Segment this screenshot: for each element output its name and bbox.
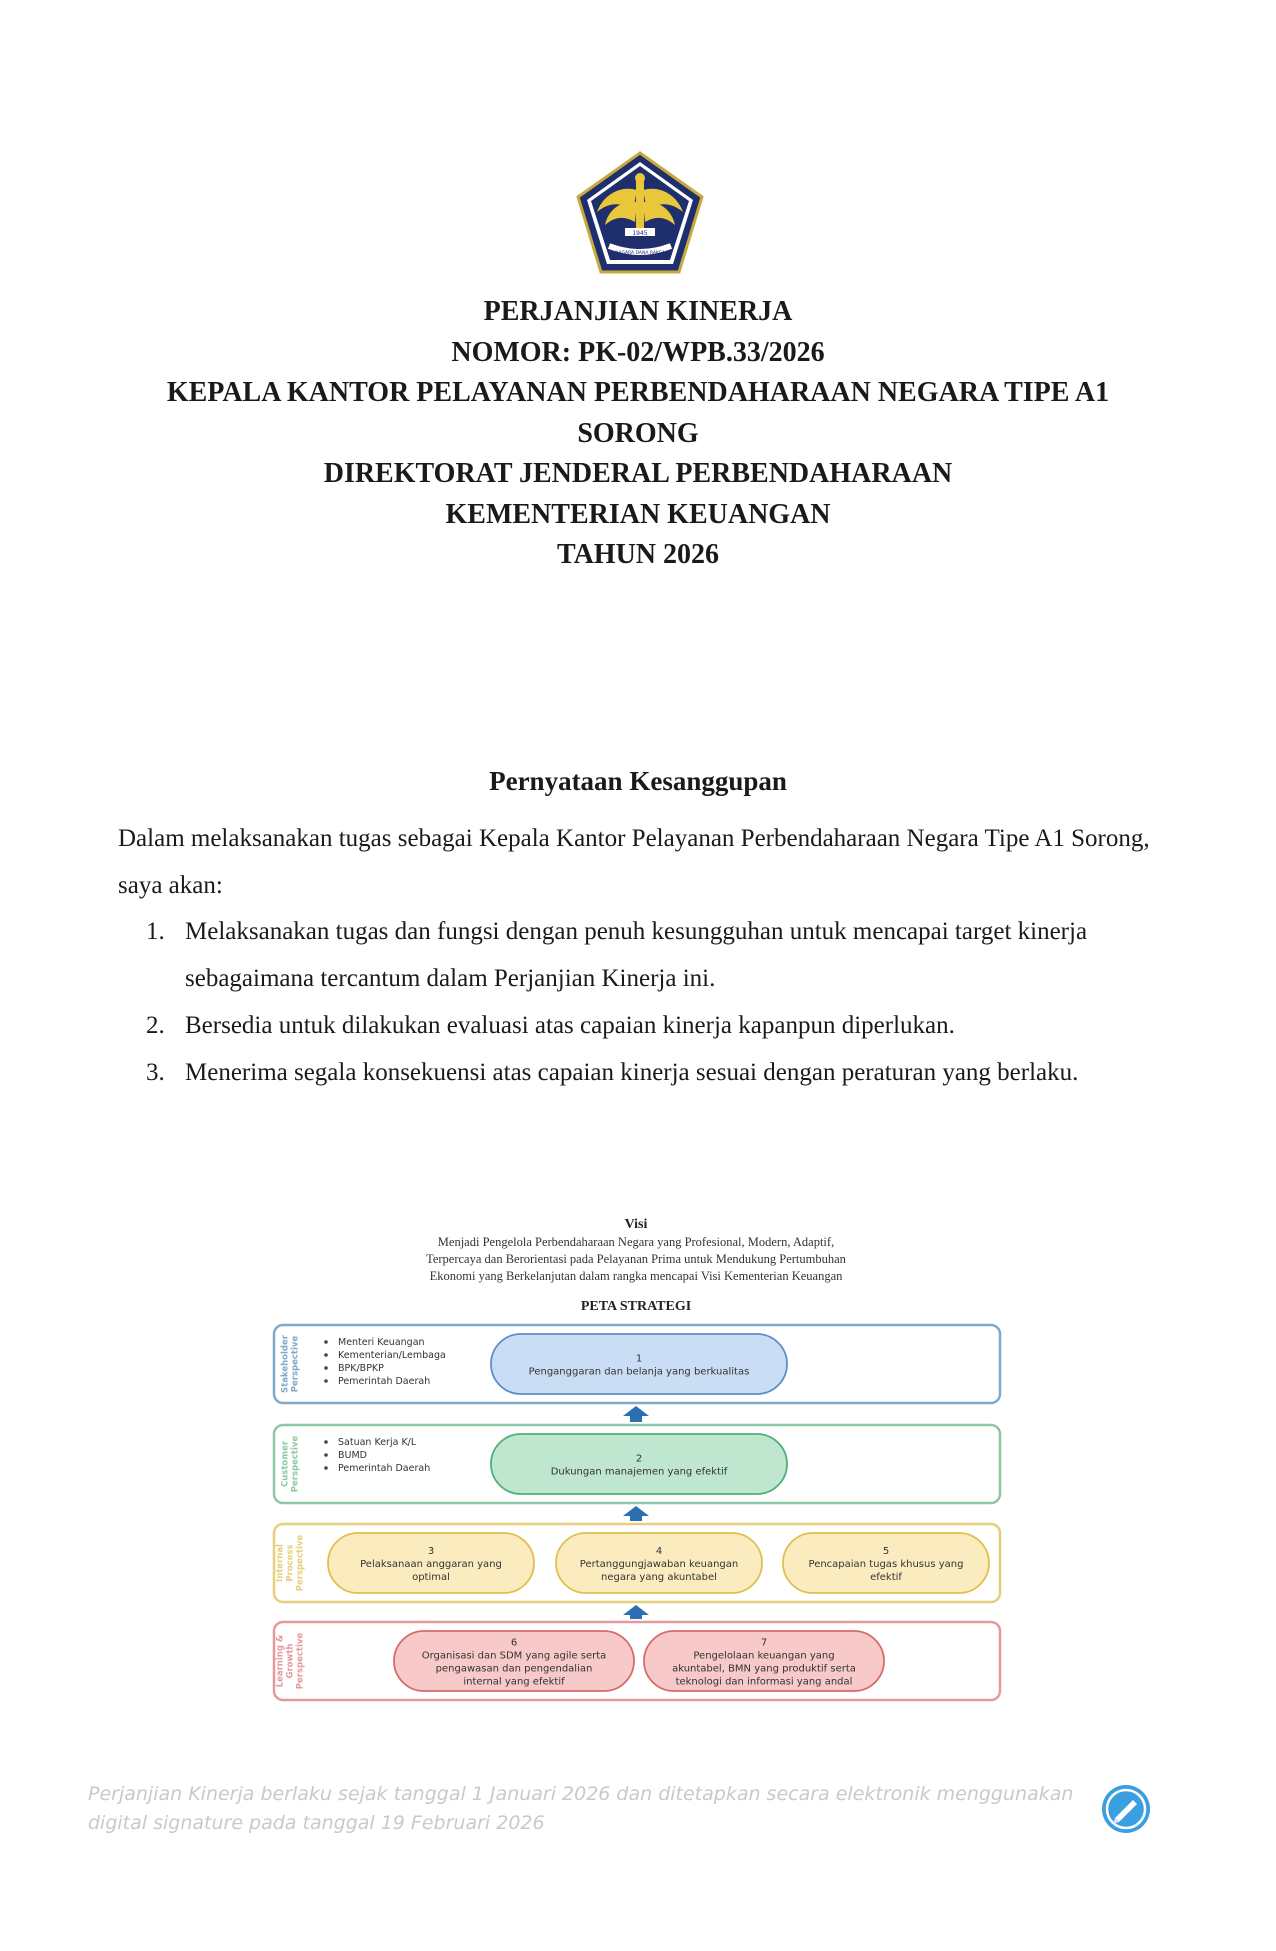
- goal-label: Dukungan manajemen yang efektif: [550, 1466, 728, 1478]
- stakeholder-bullet: Kementerian/Lembaga: [338, 1350, 446, 1361]
- footer-note: [88, 1780, 1088, 1838]
- visi-line: Terpercaya dan Berorientasi pada Pelayanan Prima untuk Mendukung Pertumbuhan: [426, 1252, 846, 1266]
- goal-number: 5: [882, 1546, 890, 1557]
- list-item: [118, 908, 1168, 1002]
- title-line: SORONG: [577, 417, 699, 449]
- title-line: KEPALA KANTOR PELAYANAN PERBENDAHARAAN NEGARA TIPE A1: [166, 377, 1110, 408]
- goal-label: Pencapaian tugas khusus yang: [808, 1559, 964, 1570]
- goal-label: akuntabel, BMN yang produktif serta: [672, 1663, 856, 1675]
- perspective-label: Perspective: [295, 1632, 306, 1690]
- logo-motto: NAGARA DANA RAKCA: [615, 251, 665, 256]
- list-text: Melaksanakan tugas dan fungsi dengan penuh kesungguhan untuk mencapai target kinerja sebagaimana tercantum dalam Perjanjian Kinerja ini.: [185, 918, 1088, 992]
- kementerian-keuangan-logo: [575, 150, 705, 275]
- commitment-list: [118, 908, 1168, 1096]
- stakeholder-bullet: BUMD: [338, 1450, 367, 1461]
- list-text: Bersedia untuk dilakukan evaluasi atas capaian kinerja kapanpun diperlukan.: [185, 1012, 955, 1039]
- bullet-dot: [324, 1440, 328, 1444]
- perspective-label: Perspective: [295, 1534, 306, 1592]
- bullet-dot: [324, 1353, 328, 1357]
- goal-label: Pertanggungjawaban keuangan: [579, 1559, 739, 1570]
- goal-label: Pelaksanaan anggaran yang: [360, 1559, 502, 1570]
- bullet-dot: [324, 1379, 328, 1383]
- perspective-label: Learning &: [275, 1634, 286, 1688]
- list-number: 1.: [146, 918, 165, 945]
- goal-label: pengawasan dan pengendalian: [435, 1663, 593, 1675]
- perspective-row: [274, 1622, 1000, 1700]
- goal-label: optimal: [412, 1572, 450, 1583]
- goal-number: 7: [760, 1637, 768, 1649]
- goal-number: 6: [510, 1637, 518, 1649]
- stakeholder-bullet: Satuan Kerja K/L: [338, 1437, 417, 1448]
- goal-number: 2: [635, 1453, 643, 1465]
- goal-label: Penganggaran dan belanja yang berkualitas: [528, 1366, 750, 1378]
- perspective-label: Customer: [280, 1440, 291, 1488]
- stakeholder-bullet: BPK/BPKP: [338, 1363, 384, 1374]
- goal-label: efektif: [870, 1572, 902, 1583]
- goal-label: negara yang akuntabel: [601, 1572, 717, 1583]
- up-arrow-icon: [623, 1605, 649, 1619]
- list-number: 3.: [146, 1059, 165, 1086]
- bullet-dot: [324, 1453, 328, 1457]
- strategy-map-diagram: [266, 1210, 1006, 1710]
- strategy-map-title: PETA STRATEGI: [580, 1299, 692, 1314]
- perspective-label: Stakeholder: [280, 1335, 291, 1393]
- stakeholder-bullet: Pemerintah Daerah: [338, 1376, 431, 1387]
- list-number: 2.: [146, 1012, 165, 1039]
- perspective-label: Process: [285, 1544, 296, 1582]
- up-arrow-icon: [623, 1506, 649, 1521]
- goal-label: Pengelolaan keuangan yang: [693, 1650, 835, 1662]
- perspective-label: Growth: [285, 1643, 296, 1679]
- digital-signature-icon: [1100, 1783, 1152, 1835]
- bullet-dot: [324, 1366, 328, 1370]
- visi-line: Ekonomi yang Berkelanjutan dalam rangka mencapai Visi Kementerian Keuangan: [429, 1269, 843, 1283]
- statement-heading: Pernyataan Kesanggupan: [489, 766, 787, 796]
- document-title: [60, 292, 1216, 576]
- footer-line: digital signature pada tanggal 19 Februari 2026: [88, 1812, 545, 1834]
- bullet-dot: [324, 1340, 328, 1344]
- title-line: PERJANJIAN KINERJA: [483, 296, 793, 327]
- title-line: DIREKTORAT JENDERAL PERBENDAHARAAN: [323, 458, 953, 489]
- logo-digits: 1945: [632, 230, 648, 237]
- statement-intro: Dalam melaksanakan tugas sebagai Kepala Kantor Pelayanan Perbendaharaan Negara Tipe A1 Sorong, saya akan:: [118, 825, 1150, 899]
- perspective-label: Perspective: [290, 1335, 301, 1393]
- title-line: KEMENTERIAN KEUANGAN: [445, 498, 831, 530]
- visi-line: Menjadi Pengelola Perbendaharaan Negara yang Profesional, Modern, Adaptif,: [437, 1235, 835, 1249]
- list-item: [118, 1049, 1168, 1096]
- goal-number: 1: [635, 1353, 643, 1365]
- visi-heading: Visi: [624, 1217, 648, 1232]
- bullet-dot: [324, 1466, 328, 1470]
- perspective-label: Perspective: [290, 1435, 301, 1493]
- goal-label: internal yang efektif: [463, 1676, 565, 1688]
- up-arrow-icon: [623, 1406, 649, 1422]
- list-text: Menerima segala konsekuensi atas capaian kinerja sesuai dengan peraturan yang berlaku.: [185, 1059, 1079, 1086]
- stakeholder-bullet: Pemerintah Daerah: [338, 1463, 431, 1474]
- goal-label: Organisasi dan SDM yang agile serta: [421, 1650, 607, 1662]
- goal-number: 3: [427, 1546, 435, 1557]
- title-line: NOMOR: PK-02/WPB.33/2026: [451, 336, 825, 368]
- goal-number: 4: [655, 1546, 663, 1557]
- title-line: TAHUN 2026: [556, 539, 720, 570]
- goal-label: teknologi dan informasi yang andal: [675, 1676, 853, 1688]
- stakeholder-bullet: Menteri Keuangan: [338, 1337, 425, 1348]
- perspective-label: Internal: [275, 1544, 286, 1582]
- list-item: [118, 1002, 1168, 1049]
- footer-line: Perjanjian Kinerja berlaku sejak tanggal 1 Januari 2026 dan ditetapkan secara elektronik menggunakan: [88, 1783, 1074, 1805]
